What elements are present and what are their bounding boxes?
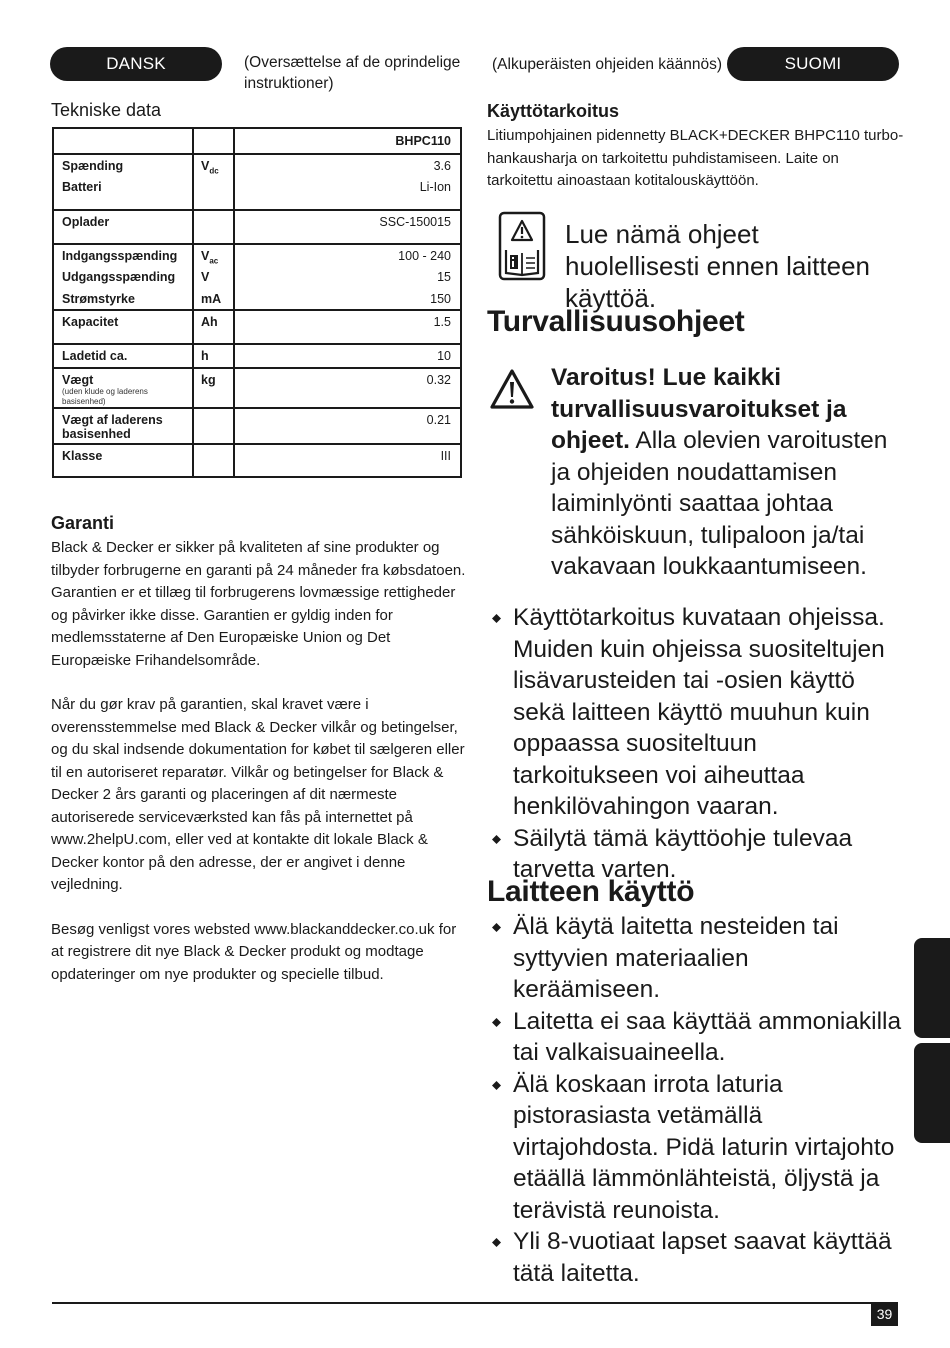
spec-sublabel: (uden klude og laderens basisenhed) bbox=[62, 387, 148, 406]
list-item: Älä koskaan irrota laturia pistorasiasta vetämällä virtajohdosta. Pidä laturin virtajohto etäällä lämmönlähteistä, öljystä ja terävistä reunoista. bbox=[492, 1069, 902, 1227]
spec-value: III bbox=[234, 444, 460, 476]
spec-label: Kapacitet bbox=[54, 310, 193, 344]
safety-warning bbox=[551, 362, 891, 583]
spec-label: Indgangsspænding bbox=[54, 244, 193, 266]
list-item: Käyttötarkoitus kuvataan ohjeissa. Muiden kuin ohjeissa suositeltujen lisävarusteiden tai -osien käyttö sekä laitteen käyttö muuhun kuin oppaassa suositeltuun tarkoitukseen voi aiheuttaa henkilövahingon vaaran. bbox=[492, 602, 902, 823]
spec-label: Udgangsspænding bbox=[54, 266, 193, 288]
spec-unit bbox=[193, 210, 234, 244]
spec-unit: h bbox=[193, 344, 234, 368]
language-badge-dansk: DANSK bbox=[50, 47, 222, 81]
side-tab bbox=[914, 938, 950, 1038]
translation-note-dansk: (Oversættelse af de oprindelige instruktioner) bbox=[244, 54, 461, 92]
spec-label: Spænding bbox=[54, 154, 193, 176]
spec-value: 0.32 bbox=[234, 368, 460, 408]
spec-value: 10 bbox=[234, 344, 460, 368]
page-number: 39 bbox=[871, 1302, 898, 1326]
spec-unit: mA bbox=[193, 288, 234, 310]
guarantee-paragraph: Black & Decker er sikker på kvaliteten af sine produkter og tilbyder forbrugerne en garanti på 24 måneder fra købsdatoen. Garantien er et tillæg til forbrugerens lovmæssige rettigheder og påvirker ikke disse. Garantien er gyldig inden for medlemsstaterne af Den Europæiske Union og Det Europæiske Frihandelsområde. bbox=[51, 539, 466, 669]
safety-bullet-list bbox=[492, 602, 902, 886]
spec-value: 1.5 bbox=[234, 310, 460, 344]
safety-heading: Turvallisuusohjeet bbox=[487, 305, 745, 338]
spec-value: 0.21 bbox=[234, 408, 460, 444]
spec-value: SSC-150015 bbox=[234, 210, 460, 244]
language-badge-suomi: SUOMI bbox=[727, 47, 899, 81]
intended-use-text: Litiumpohjainen pidennetty BLACK+DECKER BHPC110 turbo-hankausharja on tarkoitettu puhdistamiseen. Laite on tarkoitettu ainoastaan kotitalouskäyttöön. bbox=[487, 127, 904, 189]
spec-unit: $V_{dc}$ bbox=[193, 154, 234, 176]
guarantee-heading: Garanti bbox=[51, 513, 115, 533]
spec-unit bbox=[193, 176, 234, 210]
spec-unit bbox=[193, 408, 234, 444]
device-use-bullet-list bbox=[492, 911, 902, 1289]
list-item: Älä käytä laitetta nesteiden tai syttyvien materiaalien keräämiseen. bbox=[492, 911, 902, 1006]
translation-note-suomi: (Alkuperäisten ohjeiden käännös) bbox=[492, 56, 723, 73]
spec-value: 100 - 240 bbox=[234, 244, 460, 266]
list-item: Laitetta ei saa käyttää ammoniakilla tai valkaisuaineella. bbox=[492, 1006, 902, 1069]
read-manual-icon bbox=[498, 211, 546, 281]
device-use-heading: Laitteen käyttö bbox=[487, 875, 695, 908]
spec-model: BHPC110 bbox=[395, 134, 451, 148]
spec-label: Oplader bbox=[54, 210, 193, 244]
spec-value: 150 bbox=[430, 292, 451, 306]
guarantee-paragraph: Når du gør krav på garantien, skal kravet være i overensstemmelse med Black & Decker vilkår og betingelser, og du skal indsende dokumentation for købet til sælgeren eller til en autoriseret reparatør. Vilkår og betingelser for Black & Decker 2 års garanti og placeringen af dit nærmeste autoriserede serviceværksted kan fås på internettet på www.2helpU.com, eller ved at kontakte dit lokale Black & Decker kontor på den adresse, der er angivet i denne vejledning. bbox=[51, 696, 465, 893]
spec-unit: $V_{ac}$ bbox=[193, 244, 234, 266]
warning-triangle-icon bbox=[489, 368, 535, 410]
spec-label: Ladetid ca. bbox=[54, 344, 193, 368]
spec-unit: kg bbox=[193, 368, 234, 408]
spec-table bbox=[52, 127, 462, 478]
spec-label: Strømstyrke bbox=[54, 288, 193, 310]
spec-label: Vægt af laderens basisenhed bbox=[54, 408, 193, 444]
intended-use-heading: Käyttötarkoitus bbox=[487, 101, 620, 121]
list-item: Säilytä tämä käyttöohje tulevaa tarvetta varten. bbox=[492, 823, 902, 886]
guarantee-paragraph: Besøg venligst vores websted www.blackanddecker.co.uk for at registrere dit nye Black & Decker produkt og modtage opdateringer om nye produkter og specielle tilbud. bbox=[51, 920, 457, 983]
spec-label: Vægt (uden klude og laderens basisenhed) bbox=[54, 368, 193, 408]
diamond-bullet-icon bbox=[492, 1081, 501, 1090]
warning-bold: Varoitus! Lue kaikki turvallisuusvaroitukset ja ohjeet. bbox=[551, 364, 847, 454]
list-item: Yli 8-vuotiaat lapset saavat käyttää tätä laitetta. bbox=[492, 1226, 902, 1289]
tech-data-heading: Tekniske data bbox=[51, 100, 162, 120]
diamond-bullet-icon bbox=[492, 1018, 501, 1027]
footer-rule bbox=[52, 1302, 898, 1304]
spec-unit bbox=[193, 444, 234, 476]
read-manual-notice: Lue nämä ohjeet huolellisesti ennen laitteen käyttöä. bbox=[565, 219, 870, 313]
diamond-bullet-icon bbox=[492, 835, 501, 844]
diamond-bullet-icon bbox=[492, 614, 501, 623]
spec-value: Li-Ion bbox=[419, 180, 451, 194]
spec-unit: Ah bbox=[193, 310, 234, 344]
diamond-bullet-icon bbox=[492, 923, 501, 932]
spec-value: 15 bbox=[437, 270, 451, 284]
spec-label: Klasse bbox=[54, 444, 193, 476]
spec-value: 3.6 bbox=[234, 154, 460, 176]
spec-label: Batteri bbox=[54, 176, 193, 210]
side-tab bbox=[914, 1043, 950, 1143]
warning-rest: Alla olevien varoitusten ja ohjeiden noudattamisen laiminlyönti saattaa johtaa sähköiskuun, tulipaloon ja/tai vakavaan loukkaantumiseen. bbox=[551, 427, 888, 580]
guarantee-text bbox=[51, 537, 471, 986]
spec-unit: V bbox=[193, 266, 234, 288]
diamond-bullet-icon bbox=[492, 1238, 501, 1247]
